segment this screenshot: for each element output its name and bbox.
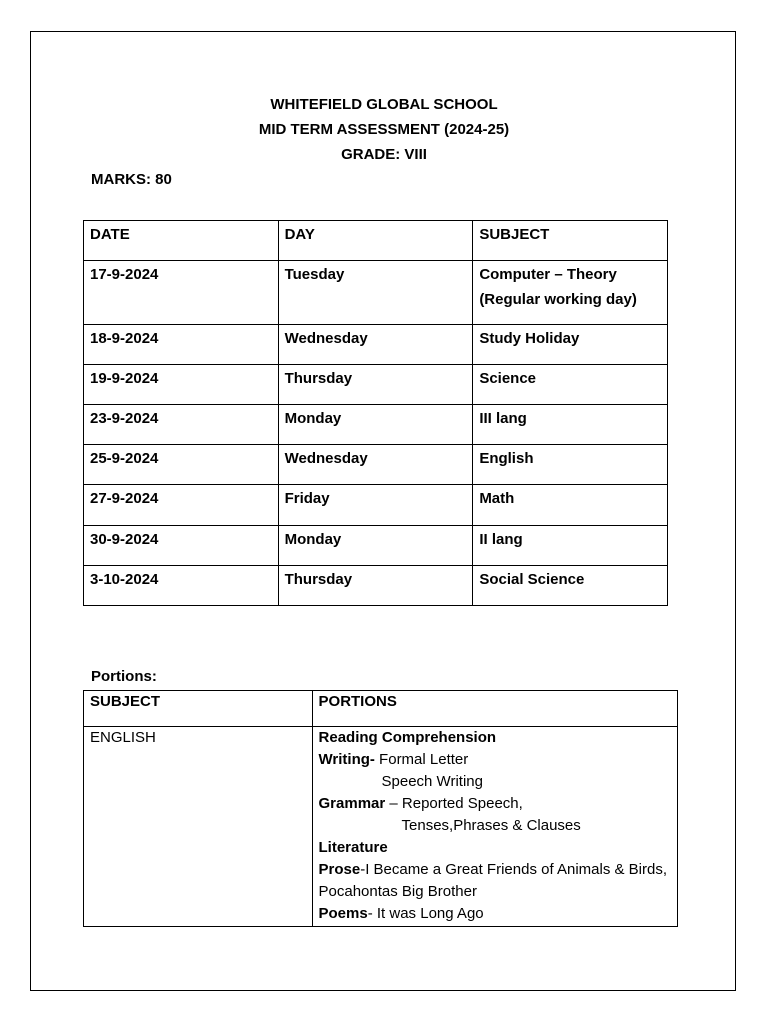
table-row	[84, 405, 668, 445]
column-header-date: DATE	[84, 221, 279, 261]
school-name: WHITEFIELD GLOBAL SCHOOL	[270, 96, 498, 113]
date-cell: 3-10-2024	[84, 566, 279, 606]
schedule-header-row	[84, 221, 668, 261]
table-row	[84, 261, 668, 325]
table-row	[84, 445, 668, 485]
subject-cell: Social Science	[473, 566, 668, 606]
date-cell: 17-9-2024	[84, 261, 279, 325]
column-header-subject: SUBJECT	[84, 691, 313, 727]
table-row-english	[84, 727, 678, 927]
table-row	[84, 325, 668, 365]
portions-label: Portions:	[91, 668, 157, 685]
grammar-item: – Reported Speech,	[385, 795, 523, 812]
table-row	[84, 526, 668, 566]
prose-label: Prose	[318, 861, 361, 878]
subject-cell	[473, 261, 668, 325]
date-cell: 25-9-2024	[84, 445, 279, 485]
exam-title: MID TERM ASSESSMENT (2024-25)	[258, 121, 510, 138]
date-cell: 23-9-2024	[84, 405, 279, 445]
reading-comprehension: Reading Comprehension	[318, 729, 497, 746]
day-cell: Friday	[278, 485, 473, 526]
writing-item: Formal Letter	[374, 751, 469, 768]
writing-line	[319, 749, 671, 771]
column-header-day: DAY	[278, 221, 473, 261]
date-cell: 19-9-2024	[84, 365, 279, 405]
subject-text: Computer – Theory	[479, 266, 617, 283]
subject-cell: II lang	[473, 526, 668, 566]
portions-cell	[312, 727, 677, 927]
column-header-subject: SUBJECT	[473, 221, 668, 261]
subject-note: (Regular working day)	[479, 291, 637, 308]
date-cell: 30-9-2024	[84, 526, 279, 566]
poems-line	[319, 903, 671, 925]
prose-text: -I Became a Great Friends of Animals & Birds, Pocahontas Big Brother	[318, 861, 668, 900]
literature-label: Literature	[318, 839, 388, 856]
subject-cell: III lang	[473, 405, 668, 445]
poems-label: Poems	[318, 905, 368, 922]
portions-header-row	[84, 691, 678, 727]
table-row	[84, 485, 668, 526]
marks-label: MARKS: 80	[91, 171, 172, 188]
grade-label: GRADE: VIII	[341, 146, 427, 163]
day-cell: Thursday	[278, 365, 473, 405]
schedule-table	[83, 220, 668, 606]
table-row	[84, 365, 668, 405]
prose-line	[319, 859, 671, 903]
column-header-portions: PORTIONS	[312, 691, 677, 727]
poems-text: - It was Long Ago	[367, 905, 484, 922]
writing-item-2: Speech Writing	[381, 773, 483, 790]
table-row	[84, 566, 668, 606]
writing-label: Writing-	[318, 751, 375, 768]
subject-cell: ENGLISH	[84, 727, 313, 927]
subject-cell: Math	[473, 485, 668, 526]
grammar-item-2: Tenses,Phrases & Clauses	[401, 817, 581, 834]
subject-cell: Science	[473, 365, 668, 405]
day-cell: Monday	[278, 526, 473, 566]
portions-table	[83, 690, 678, 927]
day-cell: Monday	[278, 405, 473, 445]
subject-cell: English	[473, 445, 668, 485]
grammar-label: Grammar	[318, 795, 386, 812]
day-cell: Thursday	[278, 566, 473, 606]
day-cell: Wednesday	[278, 445, 473, 485]
subject-cell: Study Holiday	[473, 325, 668, 365]
date-cell: 18-9-2024	[84, 325, 279, 365]
grammar-line	[319, 793, 671, 815]
date-cell: 27-9-2024	[84, 485, 279, 526]
day-cell: Tuesday	[278, 261, 473, 325]
day-cell: Wednesday	[278, 325, 473, 365]
